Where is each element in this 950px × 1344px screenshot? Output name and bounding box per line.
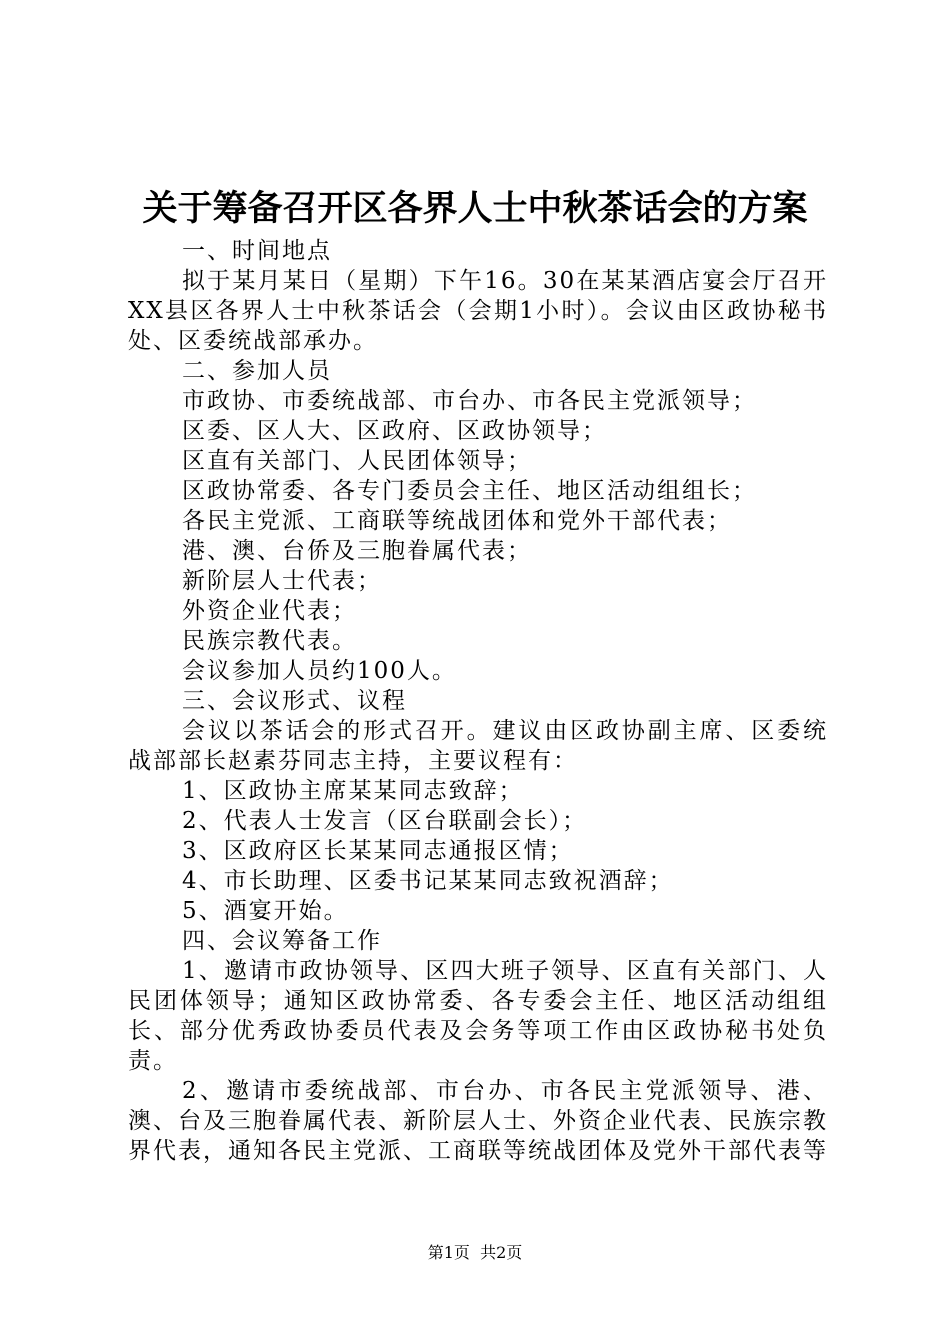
participant-item: 区委、区人大、区政府、区政协领导； bbox=[182, 418, 607, 444]
agenda-item: 3、区政府区长某某同志通报区情； bbox=[182, 838, 574, 864]
participant-item: 港、澳、台侨及三胞眷属代表； bbox=[182, 538, 532, 564]
participant-count: 会议参加人员约100人。 bbox=[182, 658, 457, 684]
document-body bbox=[128, 236, 828, 1166]
participant-item: 民族宗教代表。 bbox=[182, 628, 357, 654]
paragraph-format: 会议以茶话会的形式召开。建议由区政协副主席、区委统战部部长赵素芬同志主持，主要议程有： bbox=[128, 718, 828, 774]
section-heading-participants: 二、参加人员 bbox=[182, 358, 332, 384]
section-heading-time-place: 一、时间地点 bbox=[182, 238, 332, 264]
participant-item: 外资企业代表； bbox=[182, 598, 357, 624]
preparation-item: 1、邀请市政协领导、区四大班子领导、区直有关部门、人民团体领导；通知区政协常委、各专委会主任、地区活动组组长、部分优秀政协委员代表及会务等项工作由区政协秘书处负责。 bbox=[128, 958, 828, 1074]
participant-item: 各民主党派、工商联等统战团体和党外干部代表； bbox=[182, 508, 732, 534]
section-heading-format-agenda: 三、会议形式、议程 bbox=[182, 688, 407, 714]
document-title: 关于筹备召开区各界人士中秋茶话会的方案 bbox=[142, 188, 808, 229]
participant-item: 区直有关部门、人民团体领导； bbox=[182, 448, 532, 474]
participant-item: 市政协、市委统战部、市台办、市各民主党派领导； bbox=[182, 388, 757, 414]
paragraph-time-place: 拟于某月某日（星期）下午16。30在某某酒店宴会厅召开XX县区各界人士中秋茶话会（会期1小时）。会议由区政协秘书处、区委统战部承办。 bbox=[128, 268, 828, 354]
section-heading-preparation: 四、会议筹备工作 bbox=[182, 928, 382, 954]
agenda-item: 4、市长助理、区委书记某某同志致祝酒辞； bbox=[182, 868, 674, 894]
agenda-item: 5、酒宴开始。 bbox=[182, 898, 349, 924]
participant-item: 新阶层人士代表； bbox=[182, 568, 382, 594]
participant-item: 区政协常委、各专门委员会主任、地区活动组组长； bbox=[182, 478, 757, 504]
agenda-item: 1、区政协主席某某同志致辞； bbox=[182, 778, 524, 804]
agenda-item: 2、代表人士发言（区台联副会长）； bbox=[182, 808, 588, 834]
page-footer: 第1页 共2页 bbox=[427, 1243, 523, 1262]
preparation-item: 2、邀请市委统战部、市台办、市各民主党派领导、港、澳、台及三胞眷属代表、新阶层人士、外资企业代表、民族宗教界代表，通知各民主党派、工商联等统战团体及党外干部代表等 bbox=[128, 1078, 828, 1164]
